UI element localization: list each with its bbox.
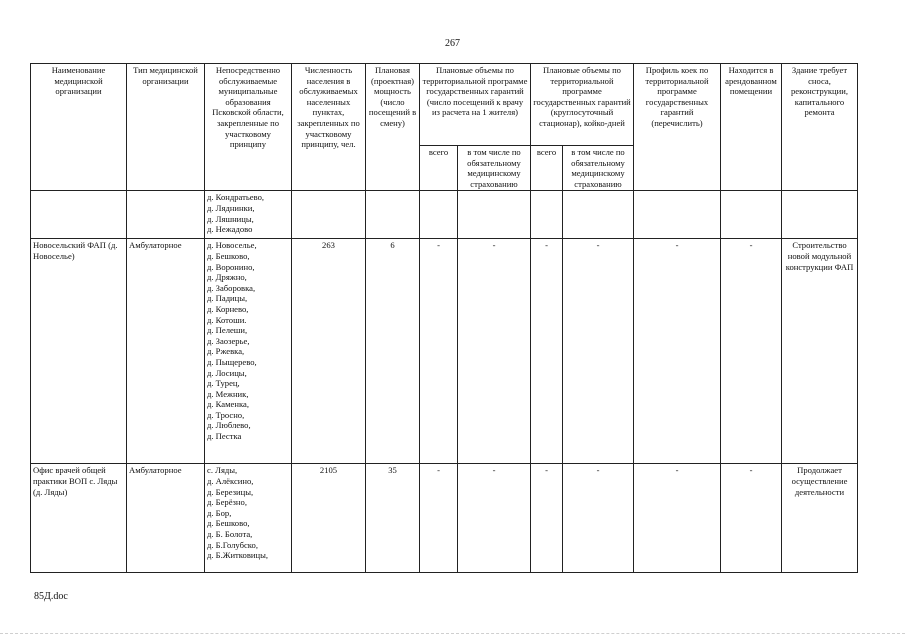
header-outpatient-volume: Плановые объемы по территориальной программе государственных гарантий (число посещений к врачу из расчета на 1 жителя) xyxy=(420,64,531,146)
village-item: д. Дряжно, xyxy=(207,272,247,283)
village-item: д. Алёксино, xyxy=(207,475,254,486)
building-cell: Строительство новой модульной конструкции ФАП xyxy=(782,239,858,464)
village-item: д. Межник, xyxy=(207,388,249,399)
capacity-cell xyxy=(366,191,420,239)
village-item: д. Ржевка, xyxy=(207,346,245,357)
subheader-in-oms: в том числе по обязательному медицинскому страхованию xyxy=(563,146,634,191)
out-total-cell: - xyxy=(420,464,458,573)
header-row xyxy=(31,64,858,146)
out-total-cell: - xyxy=(420,239,458,464)
rented-cell xyxy=(721,191,782,239)
page-number: 267 xyxy=(445,38,460,49)
in-oms-cell: - xyxy=(563,464,634,573)
village-item: д. Б. Болота, xyxy=(207,528,253,539)
header-rented: Находится в арендованном помещении xyxy=(721,64,782,191)
village-item: д. Берёзно, xyxy=(207,497,247,508)
villages-cell xyxy=(205,239,292,464)
village-item: д. Б.Житковицы, xyxy=(207,550,269,561)
out-oms-cell xyxy=(458,191,531,239)
out-total-cell xyxy=(420,191,458,239)
village-item: д. Заозерье, xyxy=(207,335,250,346)
village-item: д. Корнево, xyxy=(207,303,249,314)
village-item: д. Березицы, xyxy=(207,486,254,497)
village-item: д. Турец, xyxy=(207,378,240,389)
header-population: Численность населения в обслуживаемых населенных пунктах, закрепленных по участковому принципу, чел. xyxy=(292,64,366,191)
village-item: д. Каменка, xyxy=(207,399,249,410)
org-type-cell: Амбулаторное xyxy=(127,464,205,573)
village-item: д. Ляднинки, xyxy=(207,202,255,213)
village-item: д. Воронино, xyxy=(207,261,255,272)
rented-cell: - xyxy=(721,464,782,573)
in-oms-cell xyxy=(563,191,634,239)
villages-cell xyxy=(205,464,292,573)
header-capacity: Плановая (проектная) мощность (число посещений в смену) xyxy=(366,64,420,191)
capacity-cell: 35 xyxy=(366,464,420,573)
out-oms-cell: - xyxy=(458,464,531,573)
subheader-in-total: всего xyxy=(531,146,563,191)
capacity-cell: 6 xyxy=(366,239,420,464)
header-served-areas: Непосредственно обслуживаемые муниципальные образования Псковской области, закрепленные по участковому принципу xyxy=(205,64,292,191)
village-item: д. Котоши. xyxy=(207,314,247,325)
village-item: д. Ляшницы, xyxy=(207,213,254,224)
footer-filename: 85Д.doc xyxy=(34,591,68,602)
in-oms-cell: - xyxy=(563,239,634,464)
medical-organizations-table xyxy=(30,63,858,573)
header-bed-profile: Профиль коек по территориальной программе государственных гарантий (перечислить) xyxy=(634,64,721,191)
village-item: д. Бор, xyxy=(207,507,232,518)
table-row xyxy=(31,239,858,464)
bed-profile-cell xyxy=(634,191,721,239)
village-item: д. Тросно, xyxy=(207,409,245,420)
village-item: д. Нежадово xyxy=(207,224,253,235)
in-total-cell xyxy=(531,191,563,239)
table-row xyxy=(31,191,858,239)
subheader-out-oms: в том числе по обязательному медицинскому страхованию xyxy=(458,146,531,191)
org-type-cell xyxy=(127,191,205,239)
header-building: Здание требует сноса, реконструкции, капитального ремонта xyxy=(782,64,858,191)
village-item: д. Падицы, xyxy=(207,293,248,304)
village-item: д. Пестка xyxy=(207,431,242,442)
village-item: д. Новоселье, xyxy=(207,240,257,251)
building-cell xyxy=(782,191,858,239)
villages-cell xyxy=(205,191,292,239)
org-name-cell xyxy=(31,191,127,239)
village-item: д. Пыщерево, xyxy=(207,356,257,367)
rented-cell: - xyxy=(721,239,782,464)
bed-profile-cell: - xyxy=(634,464,721,573)
bed-profile-cell: - xyxy=(634,239,721,464)
village-item: д. Заборовка, xyxy=(207,282,256,293)
org-name-cell: Новосельский ФАП (д. Новоселье) xyxy=(31,239,127,464)
org-type-cell: Амбулаторное xyxy=(127,239,205,464)
village-item: д. Бешково, xyxy=(207,518,250,529)
village-item: д. Б.Голубско, xyxy=(207,539,258,550)
scan-edge-line xyxy=(0,633,905,634)
in-total-cell: - xyxy=(531,239,563,464)
village-item: д. Люблево, xyxy=(207,420,251,431)
village-item: д. Кондратьево, xyxy=(207,192,265,203)
population-cell xyxy=(292,191,366,239)
in-total-cell: - xyxy=(531,464,563,573)
population-cell: 263 xyxy=(292,239,366,464)
population-cell: 2105 xyxy=(292,464,366,573)
village-item: д. Пелеши, xyxy=(207,325,248,336)
header-org-name: Наименование медицинской организации xyxy=(31,64,127,191)
out-oms-cell: - xyxy=(458,239,531,464)
subheader-out-total: всего xyxy=(420,146,458,191)
village-item: д. Лосицы, xyxy=(207,367,247,378)
village-item: д. Бешково, xyxy=(207,250,250,261)
header-inpatient-volume: Плановые объемы по территориальной программе государственных гарантий (круглосуточный стационар), койко-дней xyxy=(531,64,634,146)
village-item: с. Ляды, xyxy=(207,465,238,476)
table-row xyxy=(31,464,858,573)
org-name-cell: Офис врачей общей практики ВОП с. Ляды (д. Ляды) xyxy=(31,464,127,573)
building-cell: Продолжает осуществление деятельности xyxy=(782,464,858,573)
header-org-type: Тип медицинской организации xyxy=(127,64,205,191)
